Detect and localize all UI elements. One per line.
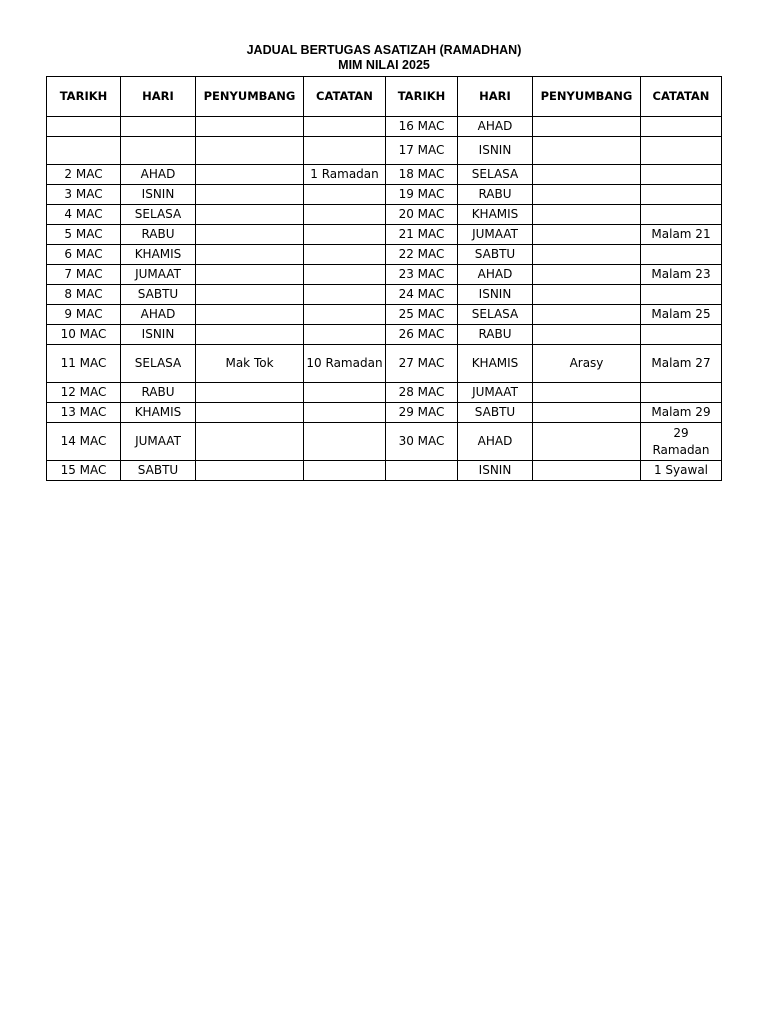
cell-tarikh: 13 MAC [47,403,121,423]
cell-tarikh [47,117,121,137]
cell-hari: ISNIN [458,285,533,305]
cell-penyumbang [533,285,641,305]
table-row [47,285,722,305]
table-row [47,165,722,185]
cell-tarikh: 30 MAC [386,423,458,461]
cell-tarikh: 9 MAC [47,305,121,325]
cell-tarikh: 23 MAC [386,265,458,285]
cell-catatan: 29 Ramadan [641,423,722,461]
cell-hari: ISNIN [458,461,533,481]
table-row [47,325,722,345]
header-penyumbang: PENYUMBANG [196,77,304,117]
table-row [47,345,722,383]
table-row [47,423,722,461]
cell-tarikh [47,137,121,165]
schedule-table [46,76,722,481]
cell-penyumbang [533,185,641,205]
cell-penyumbang [196,403,304,423]
cell-hari: JUMAAT [458,383,533,403]
table-row [47,245,722,265]
cell-catatan [304,225,386,245]
header-tarikh: TARIKH [47,77,121,117]
cell-hari: RABU [121,225,196,245]
cell-catatan [304,383,386,403]
cell-penyumbang [196,117,304,137]
cell-catatan [641,245,722,265]
cell-tarikh: 27 MAC [386,345,458,383]
cell-hari: SELASA [121,345,196,383]
cell-penyumbang [196,205,304,225]
cell-catatan [304,265,386,285]
cell-penyumbang [196,285,304,305]
header-tarikh: TARIKH [386,77,458,117]
cell-catatan [304,137,386,165]
cell-penyumbang [533,461,641,481]
cell-tarikh: 2 MAC [47,165,121,185]
cell-catatan [304,403,386,423]
cell-penyumbang [533,205,641,225]
cell-catatan [304,305,386,325]
cell-penyumbang [196,265,304,285]
cell-tarikh: 26 MAC [386,325,458,345]
header-hari: HARI [458,77,533,117]
cell-penyumbang [533,245,641,265]
cell-penyumbang [533,383,641,403]
cell-catatan: 1 Ramadan [304,165,386,185]
cell-tarikh: 6 MAC [47,245,121,265]
cell-penyumbang [533,305,641,325]
cell-penyumbang [533,137,641,165]
cell-penyumbang [196,461,304,481]
cell-tarikh: 29 MAC [386,403,458,423]
cell-hari: RABU [458,185,533,205]
cell-hari: SELASA [458,305,533,325]
cell-hari: RABU [121,383,196,403]
cell-penyumbang [533,423,641,461]
cell-catatan: 1 Syawal [641,461,722,481]
cell-hari: SABTU [458,403,533,423]
header-catatan: CATATAN [304,77,386,117]
table-row [47,461,722,481]
cell-catatan [641,325,722,345]
cell-tarikh: 3 MAC [47,185,121,205]
cell-tarikh: 5 MAC [47,225,121,245]
title-line-2: MIM NILAI 2025 [338,58,430,72]
cell-hari: SELASA [458,165,533,185]
cell-penyumbang [196,225,304,245]
cell-catatan [641,185,722,205]
cell-tarikh: 24 MAC [386,285,458,305]
cell-penyumbang: Mak Tok [196,345,304,383]
cell-penyumbang [196,137,304,165]
table-row [47,137,722,165]
cell-catatan: Malam 29 [641,403,722,423]
cell-tarikh: 18 MAC [386,165,458,185]
cell-hari: AHAD [121,305,196,325]
header-row [47,77,722,117]
cell-penyumbang [533,165,641,185]
cell-hari: SABTU [121,461,196,481]
cell-catatan: Malam 25 [641,305,722,325]
cell-catatan [304,205,386,225]
cell-hari: KHAMIS [458,345,533,383]
table-row [47,383,722,403]
cell-hari: KHAMIS [121,245,196,265]
cell-penyumbang [533,225,641,245]
cell-tarikh: 16 MAC [386,117,458,137]
cell-tarikh: 14 MAC [47,423,121,461]
cell-catatan [641,285,722,305]
cell-tarikh: 11 MAC [47,345,121,383]
cell-catatan [304,185,386,205]
cell-catatan [304,325,386,345]
cell-penyumbang [196,185,304,205]
cell-tarikh: 7 MAC [47,265,121,285]
cell-penyumbang: Arasy [533,345,641,383]
table-row [47,185,722,205]
cell-catatan [304,245,386,265]
cell-penyumbang [196,165,304,185]
table-row [47,403,722,423]
cell-tarikh: 10 MAC [47,325,121,345]
cell-hari: JUMAAT [121,423,196,461]
cell-tarikh: 15 MAC [47,461,121,481]
cell-hari: JUMAAT [458,225,533,245]
cell-penyumbang [533,265,641,285]
cell-hari: KHAMIS [121,403,196,423]
cell-catatan [641,137,722,165]
cell-hari: AHAD [121,165,196,185]
cell-hari: SELASA [121,205,196,225]
cell-catatan [304,285,386,305]
cell-tarikh: 17 MAC [386,137,458,165]
cell-hari: SABTU [458,245,533,265]
cell-hari [121,117,196,137]
cell-penyumbang [196,245,304,265]
cell-penyumbang [196,305,304,325]
cell-hari: ISNIN [458,137,533,165]
cell-tarikh: 12 MAC [47,383,121,403]
cell-catatan [641,205,722,225]
header-penyumbang: PENYUMBANG [533,77,641,117]
cell-catatan [641,117,722,137]
table-row [47,265,722,285]
schedule-body [47,117,722,481]
cell-tarikh: 8 MAC [47,285,121,305]
cell-tarikh: 25 MAC [386,305,458,325]
cell-penyumbang [533,325,641,345]
cell-hari: AHAD [458,423,533,461]
header-catatan: CATATAN [641,77,722,117]
cell-hari: ISNIN [121,185,196,205]
table-row [47,305,722,325]
cell-catatan [304,423,386,461]
cell-catatan [641,165,722,185]
cell-catatan: Malam 23 [641,265,722,285]
document-title [0,43,768,73]
cell-hari: RABU [458,325,533,345]
cell-catatan: Malam 21 [641,225,722,245]
cell-hari: AHAD [458,117,533,137]
cell-catatan [304,117,386,137]
header-hari: HARI [121,77,196,117]
title-line-1: JADUAL BERTUGAS ASATIZAH (RAMADHAN) [246,43,522,57]
cell-catatan: Malam 27 [641,345,722,383]
cell-penyumbang [196,423,304,461]
cell-hari: KHAMIS [458,205,533,225]
cell-hari: AHAD [458,265,533,285]
cell-tarikh: 22 MAC [386,245,458,265]
cell-tarikh: 28 MAC [386,383,458,403]
table-row [47,225,722,245]
cell-tarikh: 20 MAC [386,205,458,225]
cell-tarikh [386,461,458,481]
cell-penyumbang [196,383,304,403]
cell-hari [121,137,196,165]
cell-tarikh: 19 MAC [386,185,458,205]
cell-tarikh: 21 MAC [386,225,458,245]
cell-hari: JUMAAT [121,265,196,285]
cell-penyumbang [533,403,641,423]
cell-tarikh: 4 MAC [47,205,121,225]
cell-catatan: 10 Ramadan [304,345,386,383]
cell-hari: SABTU [121,285,196,305]
table-row [47,117,722,137]
cell-penyumbang [196,325,304,345]
cell-penyumbang [533,117,641,137]
cell-hari: ISNIN [121,325,196,345]
cell-catatan [641,383,722,403]
cell-catatan [304,461,386,481]
table-row [47,205,722,225]
